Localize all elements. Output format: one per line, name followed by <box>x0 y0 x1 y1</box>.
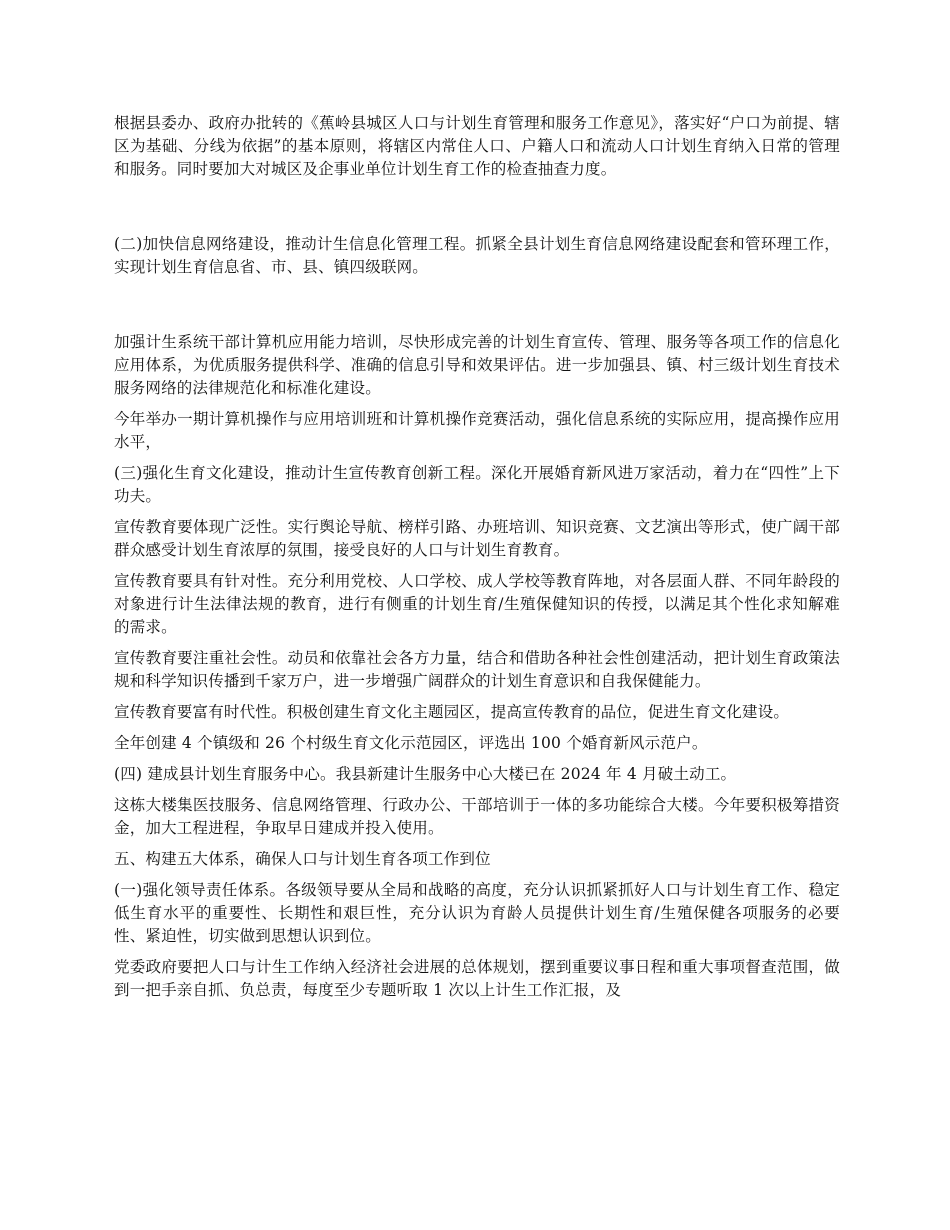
paragraph-publicity-social: 宣传教育要注重社会性。动员和依靠社会各方力量，结合和借助各种社会性创建活动，把计划生育政策法规和科学知识传播到千家万户，进一步增强广阔群众的计划生育意识和自我保健能力。 <box>114 649 840 690</box>
section-heading-five-systems: 五、构建五大体系，确保人口与计划生育各项工作到位 <box>114 850 491 868</box>
paragraph-publicity-modern: 宣传教育要富有时代性。积极创建生育文化主题园区，提高宣传教育的品位，促进生育文化建设。 <box>114 703 790 721</box>
paragraph-party-government-planning: 党委政府要把人口与计生工作纳入经济社会进展的总体规划，摆到重要议事日程和重大事项督查范围，做到一把手亲自抓、负总责，每度至少专题听取 1 次以上计生工作汇报，及 <box>114 958 840 999</box>
paragraph-leadership-responsibility: (一)强化领导责任体系。各级领导要从全局和战略的高度，充分认识抓紧抓好人口与计划生育工作、稳定低生育水平的重要性、长期性和艰巨性，充分认识为育龄人员提供计划生育/生殖保健各项服务的必要性、紧迫性，切实做到思想认识到位。 <box>114 881 840 945</box>
paragraph-demonstration-parks: 全年创建 4 个镇级和 26 个村级生育文化示范园区，评选出 100 个婚育新风示范户。 <box>114 734 708 752</box>
paragraph-service-center: (四) 建成县计划生育服务中心。我县新建计生服务中心大楼已在 2024 年 4 月破土动工。 <box>114 765 737 783</box>
document-body <box>114 112 840 1002</box>
paragraph-service-building: 这栋大楼集医技服务、信息网络管理、行政办公、干部培训于一体的多功能综合大楼。今年要积极筹措资金，加大工程进程，争取早日建成并投入使用。 <box>114 796 840 837</box>
paragraph-info-network-construction: (二)加快信息网络建设，推动计生信息化管理工程。抓紧全县计划生育信息网络建设配套和管环理工作，实现计划生育信息省、市、县、镇四级联网。 <box>114 235 840 276</box>
paragraph-training-class: 今年举办一期计算机操作与应用培训班和计算机操作竞赛活动，强化信息系统的实际应用，提高操作应用水平， <box>114 410 840 451</box>
paragraph-publicity-breadth: 宣传教育要体现广泛性。实行舆论导航、榜样引路、办班培训、知识竞赛、文艺演出等形式，使广阔干部群众感受计划生育浓厚的氛围，接受良好的人口与计划生育教育。 <box>114 518 840 559</box>
paragraph-birth-culture: (三)强化生育文化建设，推动计生宣传教育创新工程。深化开展婚育新风进万家活动，着力在“四性”上下功夫。 <box>114 464 840 505</box>
paragraph-city-population-management: 根据县委办、政府办批转的《蕉岭县城区人口与计划生育管理和服务工作意见》，落实好“户口为前提、辖区为基础、分线为依据”的基本原则，将辖区内常住人口、户籍人口和流动人口计划生育纳入日常的管理和服务。同时要加大对城区及企事业单位计划生育工作的检查抽查力度。 <box>114 114 840 178</box>
paragraph-computer-training: 加强计生系统干部计算机应用能力培训，尽快形成完善的计划生育宣传、管理、服务等各项工作的信息化应用体系，为优质服务提供科学、准确的信息引导和效果评估。进一步加强县、镇、村三级计划生育技术服务网络的法律规范化和标准化建设。 <box>114 333 840 397</box>
paragraph-publicity-targeting: 宣传教育要具有针对性。充分利用党校、人口学校、成人学校等教育阵地，对各层面人群、不同年龄段的对象进行计生法律法规的教育，进行有侧重的计划生育/生殖保健知识的传授，以满足其个性化求知解难的需求。 <box>114 572 840 636</box>
